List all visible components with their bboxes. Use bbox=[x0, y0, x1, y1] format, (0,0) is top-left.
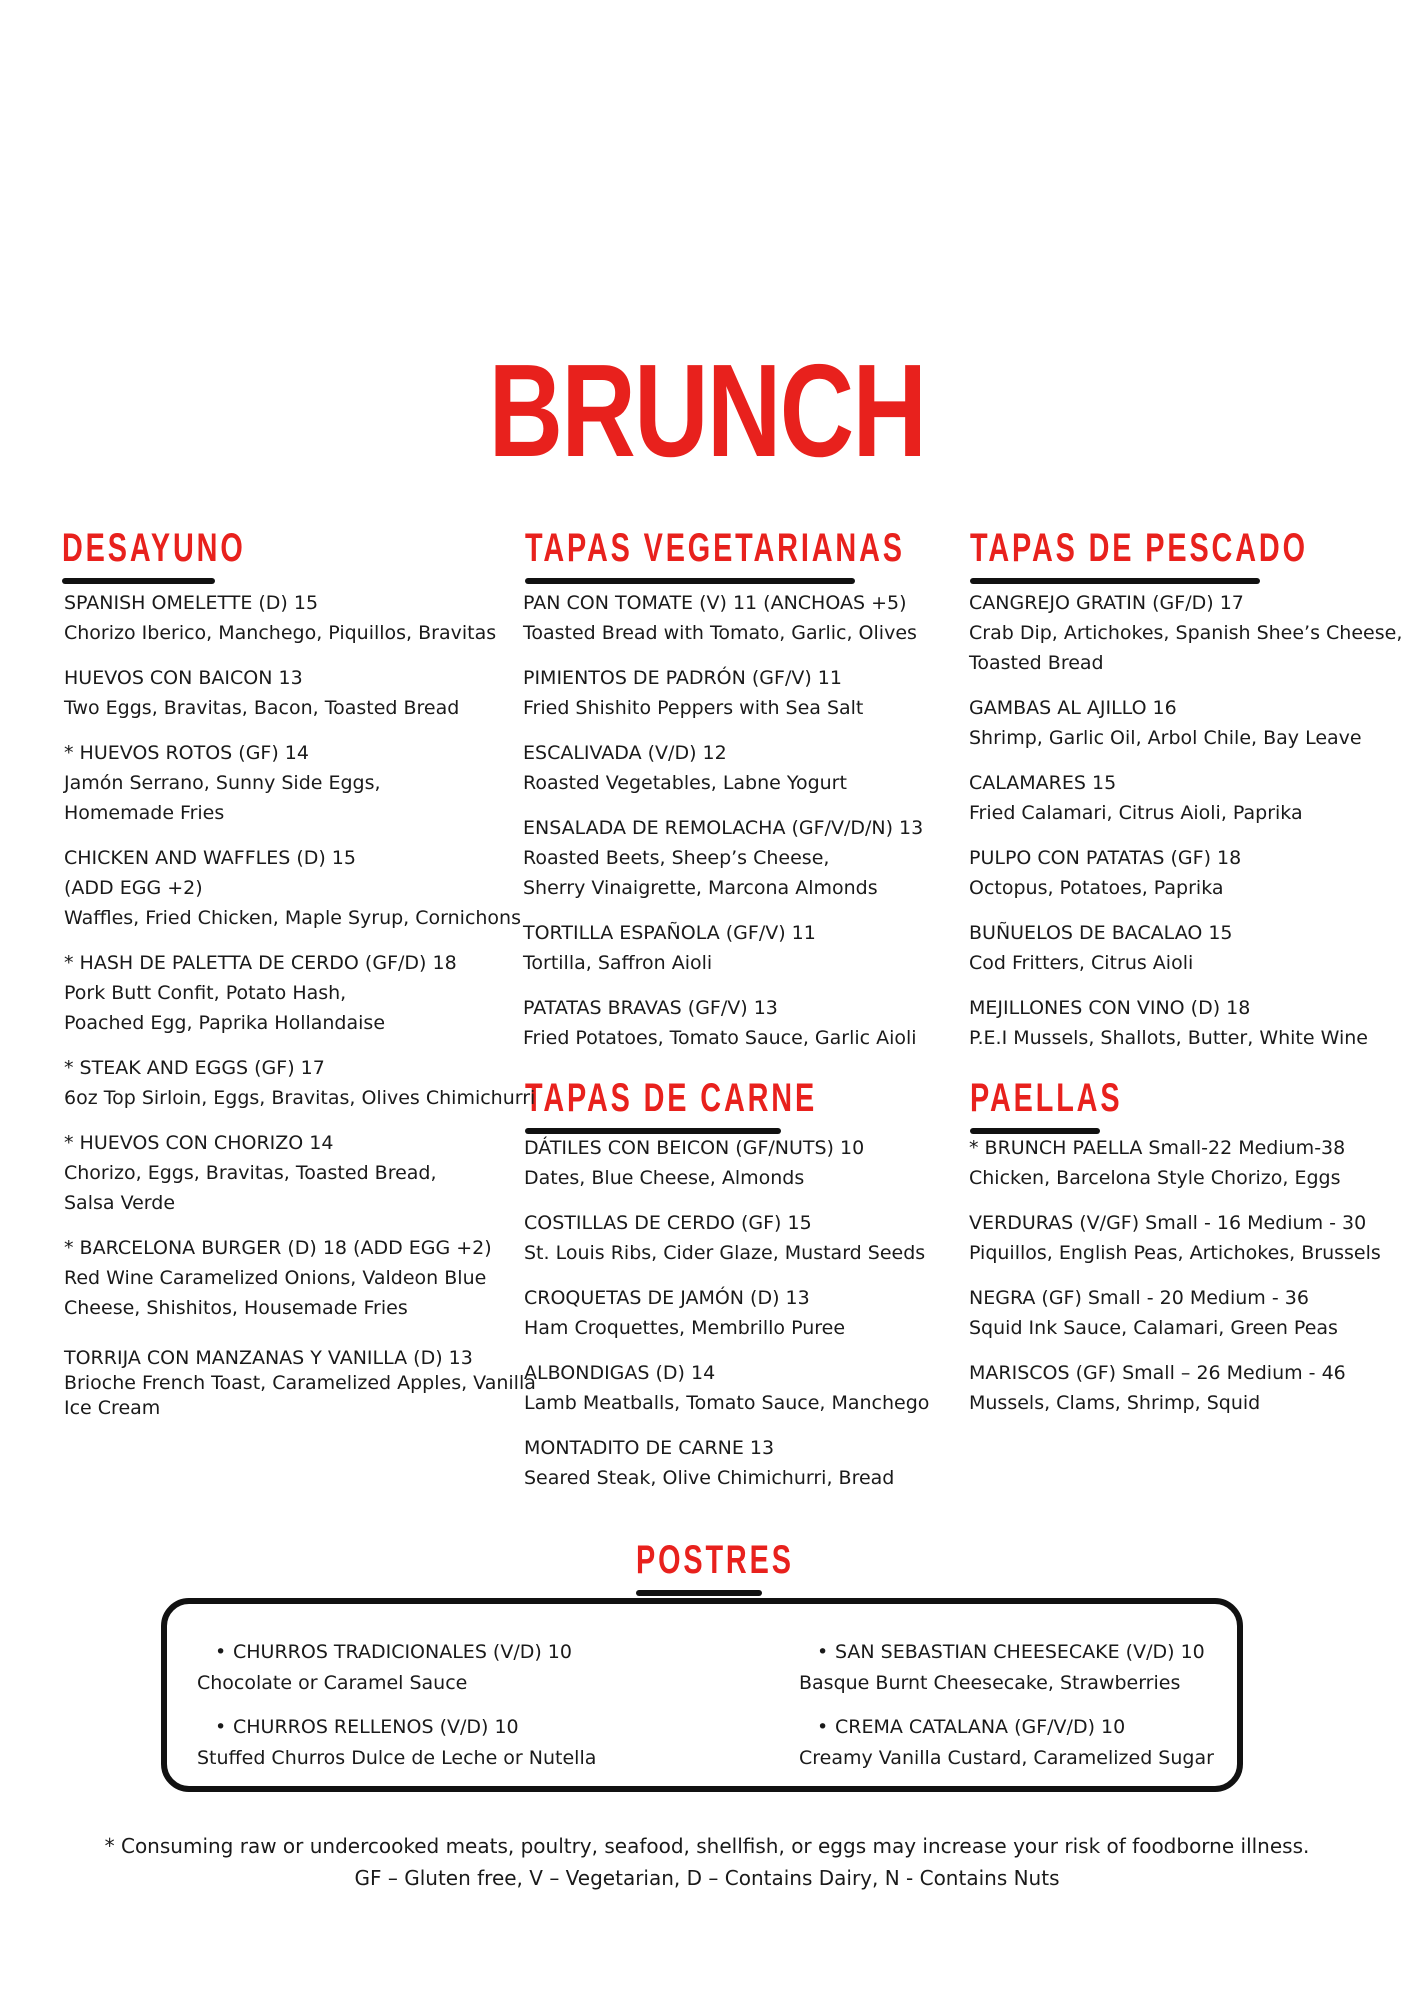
item-desc: Ham Croquettes, Membrillo Puree bbox=[524, 1317, 846, 1339]
dessert-item bbox=[799, 1637, 1214, 1699]
section-title-postres: POSTRES bbox=[636, 1538, 794, 1582]
item-desc: St. Louis Ribs, Cider Glaze, Mustard Seeds bbox=[524, 1242, 926, 1264]
item-name bbox=[197, 1637, 596, 1668]
item-desc: Mussels, Clams, Shrimp, Squid bbox=[969, 1392, 1261, 1414]
item-name bbox=[799, 1637, 1214, 1668]
item-desc: Homemade Fries bbox=[64, 802, 225, 824]
menu-item bbox=[524, 1208, 929, 1268]
menu-item bbox=[64, 948, 536, 1038]
menu-item bbox=[524, 1133, 929, 1193]
menu-item bbox=[969, 843, 1402, 903]
item-name bbox=[197, 1712, 596, 1743]
footer-disclaimer: * Consuming raw or undercooked meats, poultry, seafood, shellfish, or eggs may increase your risk of foodborne illness. bbox=[104, 1834, 1310, 1858]
section-title-paellas: PAELLAS bbox=[970, 1076, 1123, 1120]
menu-item bbox=[64, 663, 536, 723]
desayuno-list bbox=[64, 588, 536, 1436]
section-title-vegetarianas: TAPAS VEGETARIANAS bbox=[525, 526, 905, 570]
item-name: CHICKEN AND WAFFLES (D) 15 bbox=[64, 847, 356, 869]
menu-item bbox=[523, 813, 923, 903]
item-name: * STEAK AND EGGS (GF) 17 bbox=[64, 1057, 325, 1079]
item-desc: Fried Shishito Peppers with Sea Salt bbox=[523, 697, 864, 719]
menu-item bbox=[524, 1283, 929, 1343]
item-name bbox=[799, 1712, 1214, 1743]
item-desc: Basque Burnt Cheesecake, Strawberries bbox=[799, 1672, 1181, 1694]
item-name: CANGREJO GRATIN (GF/D) 17 bbox=[969, 592, 1244, 614]
item-name: PULPO CON PATATAS (GF) 18 bbox=[969, 847, 1242, 869]
menu-item bbox=[64, 843, 536, 933]
item-desc: (ADD EGG +2) bbox=[64, 877, 203, 899]
menu-item bbox=[969, 588, 1402, 678]
item-desc: Fried Calamari, Citrus Aioli, Paprika bbox=[969, 802, 1303, 824]
item-desc: Two Eggs, Bravitas, Bacon, Toasted Bread bbox=[64, 697, 460, 719]
item-desc: Sherry Vinaigrette, Marcona Almonds bbox=[523, 877, 878, 899]
dessert-item bbox=[197, 1712, 596, 1774]
item-name: ENSALADA DE REMOLACHA (GF/V/D/N) 13 bbox=[523, 817, 924, 839]
item-desc: Red Wine Caramelized Onions, Valdeon Blue bbox=[64, 1267, 487, 1289]
item-desc: Squid Ink Sauce, Calamari, Green Peas bbox=[969, 1317, 1338, 1339]
item-desc: Chorizo, Eggs, Bravitas, Toasted Bread, bbox=[64, 1162, 437, 1184]
menu-item bbox=[523, 993, 923, 1053]
menu-item bbox=[524, 1433, 929, 1493]
item-name: BUÑUELOS DE BACALAO 15 bbox=[969, 922, 1233, 944]
menu-item bbox=[64, 1128, 536, 1218]
bullet-icon: • bbox=[215, 1641, 227, 1663]
menu-item bbox=[523, 738, 923, 798]
item-desc: Creamy Vanilla Custard, Caramelized Sugar bbox=[799, 1747, 1214, 1769]
item-name-text: SAN SEBASTIAN CHEESECAKE (V/D) 10 bbox=[835, 1641, 1205, 1663]
item-name: CALAMARES 15 bbox=[969, 772, 1117, 794]
carne-list bbox=[524, 1133, 929, 1508]
section-underline bbox=[525, 578, 855, 584]
item-name: HUEVOS CON BAICON 13 bbox=[64, 667, 303, 689]
bullet-icon: • bbox=[215, 1716, 227, 1738]
menu-item bbox=[523, 663, 923, 723]
item-name: GAMBAS AL AJILLO 16 bbox=[969, 697, 1177, 719]
item-desc: Crab Dip, Artichokes, Spanish Shee’s Cheese, bbox=[969, 622, 1403, 644]
item-desc: Chicken, Barcelona Style Chorizo, Eggs bbox=[969, 1167, 1341, 1189]
item-name: * HUEVOS ROTOS (GF) 14 bbox=[64, 742, 309, 764]
item-desc: Toasted Bread with Tomato, Garlic, Olives bbox=[523, 622, 917, 644]
menu-item bbox=[969, 918, 1402, 978]
item-name: MARISCOS (GF) Small – 26 Medium - 46 bbox=[969, 1362, 1346, 1384]
item-name: MEJILLONES CON VINO (D) 18 bbox=[969, 997, 1251, 1019]
item-name: TORRIJA CON MANZANAS Y VANILLA (D) 13 bbox=[64, 1347, 473, 1369]
item-desc: Chocolate or Caramel Sauce bbox=[197, 1672, 468, 1694]
section-underline bbox=[970, 578, 1260, 584]
item-desc: Jamón Serrano, Sunny Side Eggs, bbox=[64, 772, 381, 794]
item-desc: 6oz Top Sirloin, Eggs, Bravitas, Olives Chimichurri bbox=[64, 1087, 536, 1109]
item-desc: Octopus, Potatoes, Paprika bbox=[969, 877, 1224, 899]
item-desc: Brioche French Toast, Caramelized Apples, Vanilla bbox=[64, 1372, 536, 1394]
item-name: PIMIENTOS DE PADRÓN (GF/V) 11 bbox=[523, 667, 842, 689]
postres-left-list bbox=[197, 1637, 596, 1787]
item-name-text: CHURROS RELLENOS (V/D) 10 bbox=[233, 1716, 519, 1738]
item-name: PATATAS BRAVAS (GF/V) 13 bbox=[523, 997, 778, 1019]
item-name: PAN CON TOMATE (V) 11 (ANCHOAS +5) bbox=[523, 592, 907, 614]
item-name: MONTADITO DE CARNE 13 bbox=[524, 1437, 775, 1459]
section-header-carne bbox=[525, 1078, 931, 1134]
item-name: VERDURAS (V/GF) Small - 16 Medium - 30 bbox=[969, 1212, 1367, 1234]
menu-item bbox=[64, 1345, 536, 1421]
item-desc: Lamb Meatballs, Tomato Sauce, Manchego bbox=[524, 1392, 930, 1414]
item-name: ALBONDIGAS (D) 14 bbox=[524, 1362, 716, 1384]
menu-item bbox=[969, 993, 1402, 1053]
menu-item bbox=[969, 768, 1402, 828]
item-desc: Poached Egg, Paprika Hollandaise bbox=[64, 1012, 386, 1034]
item-name: * BARCELONA BURGER (D) 18 (ADD EGG +2) bbox=[64, 1237, 492, 1259]
menu-item bbox=[64, 588, 536, 648]
section-title-pescado: TAPAS DE PESCADO bbox=[970, 526, 1308, 570]
item-desc: Dates, Blue Cheese, Almonds bbox=[524, 1167, 805, 1189]
section-title-carne: TAPAS DE CARNE bbox=[525, 1076, 818, 1120]
bullet-icon: • bbox=[817, 1716, 829, 1738]
section-header-paellas bbox=[970, 1078, 1182, 1134]
vegetarianas-list bbox=[523, 588, 923, 1068]
section-underline bbox=[636, 1590, 762, 1596]
item-name: NEGRA (GF) Small - 20 Medium - 36 bbox=[969, 1287, 1309, 1309]
section-header-pescado bbox=[970, 528, 1414, 584]
section-header-postres bbox=[636, 1540, 855, 1596]
bullet-icon: • bbox=[817, 1641, 829, 1663]
menu-item bbox=[969, 1283, 1381, 1343]
item-desc: Toasted Bread bbox=[969, 652, 1104, 674]
item-name: * BRUNCH PAELLA Small-22 Medium-38 bbox=[969, 1137, 1346, 1159]
menu-item bbox=[64, 738, 536, 828]
section-header-desayuno bbox=[62, 528, 317, 584]
item-desc: Waffles, Fried Chicken, Maple Syrup, Cornichons bbox=[64, 907, 521, 929]
item-name: CROQUETAS DE JAMÓN (D) 13 bbox=[524, 1287, 810, 1309]
item-name: TORTILLA ESPAÑOLA (GF/V) 11 bbox=[523, 922, 816, 944]
menu-item bbox=[969, 1133, 1381, 1193]
item-desc: Seared Steak, Olive Chimichurri, Bread bbox=[524, 1467, 895, 1489]
item-desc: Shrimp, Garlic Oil, Arbol Chile, Bay Leave bbox=[969, 727, 1362, 749]
item-name: COSTILLAS DE CERDO (GF) 15 bbox=[524, 1212, 812, 1234]
item-desc: Roasted Beets, Sheep’s Cheese, bbox=[523, 847, 830, 869]
item-name: DÁTILES CON BEICON (GF/NUTS) 10 bbox=[524, 1137, 865, 1159]
menu-title: BRUNCH bbox=[488, 337, 926, 484]
item-desc: Tortilla, Saffron Aioli bbox=[523, 952, 713, 974]
item-desc: P.E.I Mussels, Shallots, Butter, White Wine bbox=[969, 1027, 1368, 1049]
item-desc: Cheese, Shishitos, Housemade Fries bbox=[64, 1297, 408, 1319]
pescado-list bbox=[969, 588, 1402, 1068]
item-desc: Roasted Vegetables, Labne Yogurt bbox=[523, 772, 847, 794]
menu-item bbox=[969, 1208, 1381, 1268]
menu-item bbox=[523, 588, 923, 648]
footer-legend: GF – Gluten free, V – Vegetarian, D – Contains Dairy, N - Contains Nuts bbox=[354, 1866, 1060, 1890]
item-name: * HUEVOS CON CHORIZO 14 bbox=[64, 1132, 334, 1154]
item-name: * HASH DE PALETTA DE CERDO (GF/D) 18 bbox=[64, 952, 457, 974]
item-desc: Chorizo Iberico, Manchego, Piquillos, Bravitas bbox=[64, 622, 497, 644]
item-desc: Stuffed Churros Dulce de Leche or Nutella bbox=[197, 1747, 597, 1769]
item-name: SPANISH OMELETTE (D) 15 bbox=[64, 592, 319, 614]
menu-item bbox=[969, 693, 1402, 753]
item-desc: Fried Potatoes, Tomato Sauce, Garlic Aioli bbox=[523, 1027, 917, 1049]
item-desc: Piquillos, English Peas, Artichokes, Brussels bbox=[969, 1242, 1381, 1264]
item-desc: Salsa Verde bbox=[64, 1192, 176, 1214]
paellas-list bbox=[969, 1133, 1381, 1433]
item-desc: Ice Cream bbox=[64, 1397, 161, 1419]
dessert-item bbox=[197, 1637, 596, 1699]
menu-item bbox=[969, 1358, 1381, 1418]
footer-notes bbox=[0, 1830, 1414, 1894]
section-title-desayuno: DESAYUNO bbox=[62, 526, 246, 570]
menu-item bbox=[64, 1233, 536, 1323]
item-desc: Pork Butt Confit, Potato Hash, bbox=[64, 982, 347, 1004]
item-name: ESCALIVADA (V/D) 12 bbox=[523, 742, 727, 764]
dessert-item bbox=[799, 1712, 1214, 1774]
menu-item bbox=[64, 1053, 536, 1113]
item-name-text: CREMA CATALANA (GF/V/D) 10 bbox=[835, 1716, 1126, 1738]
postres-right-list bbox=[799, 1637, 1214, 1787]
item-desc: Cod Fritters, Citrus Aioli bbox=[969, 952, 1194, 974]
item-name-text: CHURROS TRADICIONALES (V/D) 10 bbox=[233, 1641, 572, 1663]
menu-item bbox=[524, 1358, 929, 1418]
menu-item bbox=[523, 918, 923, 978]
section-underline bbox=[62, 578, 215, 584]
